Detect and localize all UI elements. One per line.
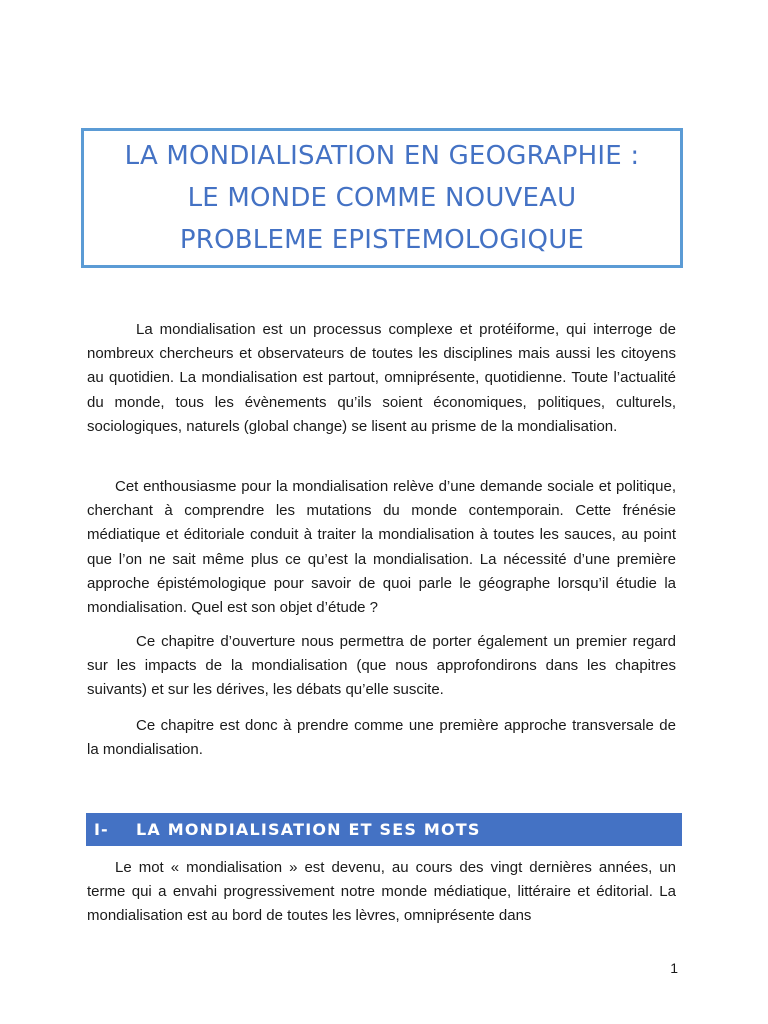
page-number: 1 xyxy=(670,960,678,976)
intro-paragraph-3: Ce chapitre d’ouverture nous permettra de porter également un premier regard sur les impacts de la mondialisation (que nous approfondirons dans les chapitres suivants) et sur les dérives, les débats qu’elle suscite. xyxy=(87,633,676,699)
chapter-title-line-2: LE MONDE COMME NOUVEAU xyxy=(187,183,577,213)
section-number: I- xyxy=(94,820,109,839)
intro-paragraph-1: La mondialisation est un processus complexe et protéiforme, qui interroge de nombreux chercheurs et observateurs de toutes les disciplines mais aussi les citoyens au quotidien. La mondialisation est partout, omniprésente, quotidienne. Toute l’actualité du monde, tous les évènements qu’ils soient économiques, politiques, culturels, sociologiques, naturels (global change) se lisent au prisme de la mondialisation. xyxy=(87,321,676,435)
chapter-title-line-1: LA MONDIALISATION EN GEOGRAPHIE : xyxy=(124,141,640,171)
chapter-title-line-3: PROBLEME EPISTEMOLOGIQUE xyxy=(179,225,585,255)
section-title: LA MONDIALISATION ET SES MOTS xyxy=(136,820,481,839)
section-heading-bar xyxy=(86,813,682,846)
chapter-title-box xyxy=(81,128,683,268)
intro-paragraph-2: Cet enthousiasme pour la mondialisation relève d’une demande sociale et politique, cherchant à comprendre les mutations du monde contemporain. Cette frénésie médiatique et éditoriale conduit à traiter la mondialisation à toutes les sauces, au point que l’on ne sait même plus ce qu’est la mondialisation. La nécessité d’une première approche épistémologique pour savoir de quoi parle le géographe lorsqu’il étudie la mondialisation. Quel est son objet d’étude ? xyxy=(87,478,676,617)
section-paragraph: Le mot « mondialisation » est devenu, au cours des vingt dernières années, un terme qui a envahi progressivement notre monde médiatique, littéraire et éditorial. La mondialisation est au bord de toutes les lèvres, omniprésente dans xyxy=(87,859,676,925)
intro-paragraph-4: Ce chapitre est donc à prendre comme une première approche transversale de la mondialisation. xyxy=(87,717,676,759)
